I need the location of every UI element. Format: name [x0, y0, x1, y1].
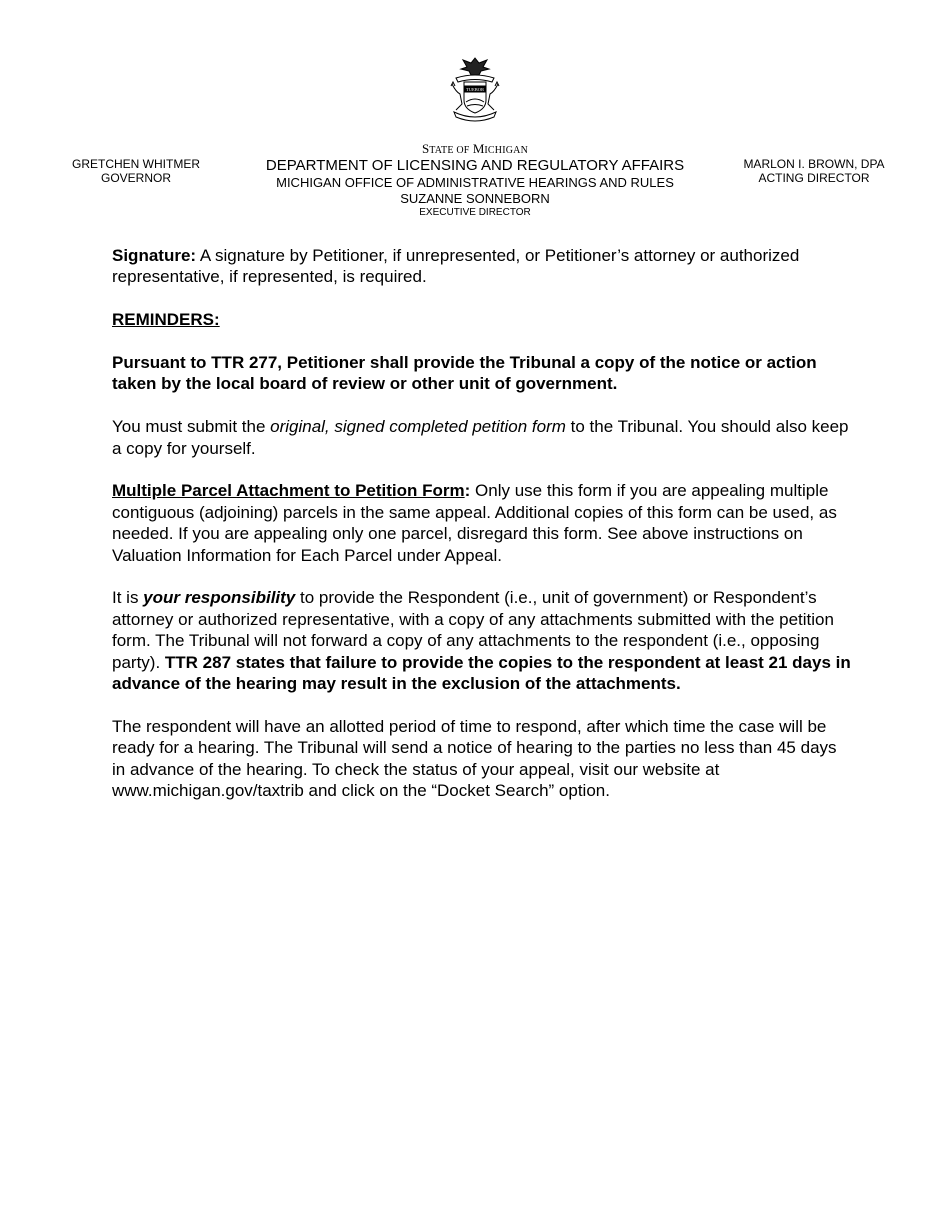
executive-name: SUZANNE SONNEBORN — [400, 191, 550, 206]
responsibility-emphasis: your responsibility — [143, 588, 296, 608]
executive-title: EXECUTIVE DIRECTOR — [419, 207, 531, 218]
multiple-parcel-paragraph — [112, 480, 852, 566]
state-word: TATE OF — [429, 145, 470, 156]
multiple-parcel-label: Multiple Parcel Attachment to Petition Form — [112, 481, 465, 501]
director-title: ACTING DIRECTOR — [758, 171, 870, 185]
director-block — [724, 157, 904, 185]
multiple-parcel-colon: : — [464, 481, 471, 501]
multiple-parcel-text: Only use this form if you are appealing multiple contiguous (adjoining) parcels in the same appeal. Additional copies of this form can be used, as needed. If you are appealing only one parcel, disregard this form. See above instructions on Valuation Information for Each Parcel under Appeal. — [112, 481, 837, 565]
reminders-heading-text: REMINDERS: — [112, 310, 220, 330]
submit-italic: original, signed completed petition form — [270, 417, 566, 437]
signature-label: Signature: — [112, 246, 197, 265]
director-name: MARLON I. BROWN, DPA — [743, 157, 885, 171]
reminders-heading — [112, 309, 852, 330]
signature-text: A signature by Petitioner, if unrepresented, or Petitioner’s attorney or authorized representative, if represented, is required. — [112, 246, 800, 287]
signature-paragraph — [112, 245, 852, 288]
responsibility-paragraph — [112, 587, 852, 694]
submit-paragraph — [112, 416, 852, 459]
document-body — [112, 245, 852, 823]
state-initial: S — [422, 141, 430, 156]
submit-pre: You must submit the — [112, 417, 271, 437]
ttr287-text: TTR 287 states that failure to provide the copies to the respondent at least 21 days in advance of the hearing may result in the exclusion of the attachments. — [112, 652, 851, 694]
submit-post: to the Tribunal. You should also keep a copy for yourself. — [112, 417, 849, 458]
responsibility-pre: It is — [112, 588, 144, 608]
state-seal — [446, 56, 504, 124]
michigan-seal-icon — [446, 56, 504, 124]
department-block — [230, 157, 720, 220]
governor-title: GOVERNOR — [100, 171, 171, 185]
department-name: DEPARTMENT OF LICENSING AND REGULATORY AFFAIRS — [265, 157, 685, 174]
michigan-initial: M — [472, 141, 485, 156]
governor-name: GRETCHEN WHITMER — [72, 157, 200, 171]
ttr277-paragraph — [112, 352, 852, 395]
office-name: MICHIGAN OFFICE OF ADMINISTRATIVE HEARINGS AND RULES — [276, 175, 674, 190]
respondent-paragraph — [112, 716, 852, 802]
responsibility-mid: to provide the Respondent (i.e., unit of government) or Respondent’s attorney or authorized representative, with a copy of any attachments submitted with the petition form. The Tribunal will not forward a copy of any attachments to the respondent (i.e., opposing party). — [112, 588, 834, 672]
governor-block — [46, 157, 226, 185]
state-of-michigan — [0, 141, 950, 157]
respondent-text: The respondent will have an allotted period of time to respond, after which time the case will be ready for a hearing. The Tribunal will send a notice of hearing to the parties no less than 45 days in advance of the hearing. To check the status of your appeal, visit our website at www.michigan.gov/taxtrib and click on the “Docket Search” option. — [112, 716, 837, 801]
michigan-word: ICHIGAN — [484, 145, 528, 156]
seal-motto-text: TUEBOR — [466, 87, 484, 92]
ttr277-text: Pursuant to TTR 277, Petitioner shall provide the Tribunal a copy of the notice or action taken by the local board of review or other unit of government. — [112, 353, 817, 394]
